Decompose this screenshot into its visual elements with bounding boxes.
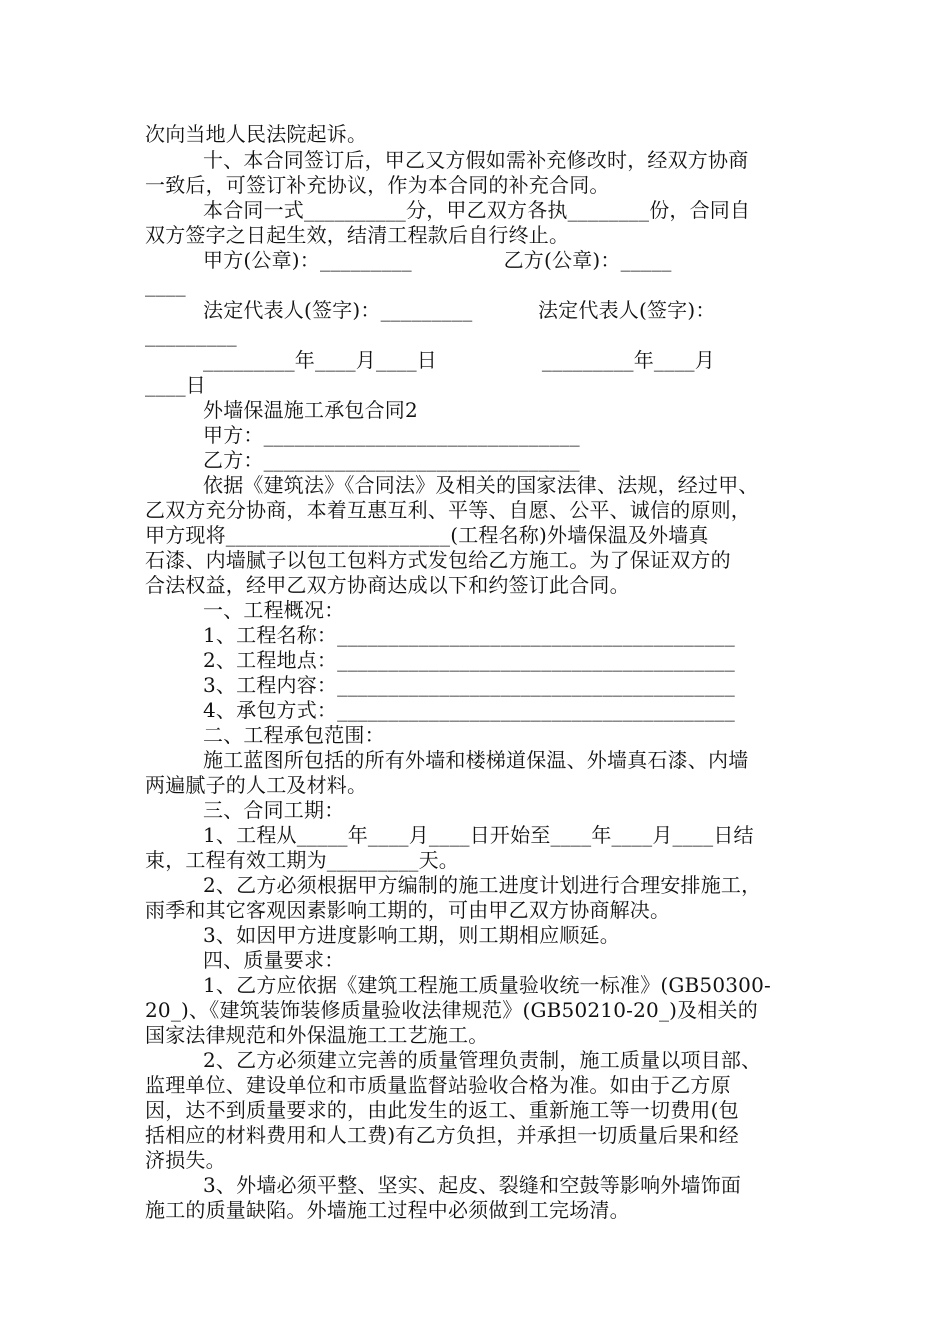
text-line: 20_)、《建筑装饰装修质量验收法律规范》(GB50210-20_)及相关的	[145, 998, 758, 1022]
text-line: 括相应的材料费用和人工费)有乙方负担，并承担一切质量后果和经	[145, 1123, 739, 1147]
text-line: 2、乙方必须建立完善的质量管理负责制，施工质量以项目部、	[203, 1048, 762, 1072]
text-line: ____	[145, 273, 186, 297]
text-line: 二、工程承包范围：	[203, 723, 385, 747]
text-line: 甲方现将______________________(工程名称)外墙保温及外墙真	[145, 523, 709, 547]
text-line: 双方签字之日起生效，结清工程款后自行终止。	[145, 223, 570, 247]
text-line: 施工的质量缺陷。外墙施工过程中必须做到工完场清。	[145, 1198, 630, 1222]
text-line: 济损失。	[145, 1148, 226, 1172]
text-line: 3、如因甲方进度影响工期，则工期相应顺延。	[203, 923, 620, 947]
section-title: 外墙保温施工承包合同2	[203, 398, 418, 422]
text-line: 乙方：_______________________________	[203, 448, 580, 472]
text-line: 本合同一式__________分，甲乙双方各执________份，合同自	[203, 198, 751, 222]
text-line: 施工蓝图所包括的所有外墙和楼梯道保温、外墙真石漆、内墙	[203, 748, 749, 772]
text-line: 甲方：_______________________________	[203, 423, 580, 447]
text-line: 雨季和其它客观因素影响工期的，可由甲乙双方协商解决。	[145, 898, 671, 922]
text-line: 2、工程地点：_______________________________________	[203, 648, 735, 672]
text-line: 次向当地人民法院起诉。	[145, 122, 368, 146]
text-line: 石漆、内墙腻子以包工包料方式发包给乙方施工。为了保证双方的	[145, 548, 731, 572]
text-line: 因，达不到质量要求的，由此发生的返工、重新施工等一切费用(包	[145, 1098, 739, 1122]
text-line: 两遍腻子的人工及材料。	[145, 773, 368, 797]
text-line: 依据《建筑法》《合同法》及相关的国家法律、法规，经过甲、	[203, 473, 759, 497]
text-line: 国家法律规范和外保温施工工艺施工。	[145, 1023, 489, 1047]
text-line: 1、工程名称：_______________________________________	[203, 623, 735, 647]
text-line: 1、乙方应依据《建筑工程施工质量验收统一标准》(GB50300-	[203, 973, 771, 997]
text-line: 一、工程概况：	[203, 598, 345, 622]
text-line: 一致后，可签订补充协议，作为本合同的补充合同。	[145, 173, 610, 197]
text-line: 十、本合同签订后，甲乙又方假如需补充修改时，经双方协商	[203, 148, 749, 172]
text-line: _________年____月____日 _________年____月	[203, 348, 715, 372]
text-line: 1、工程从_____年____月____日开始至____年____月____日结	[203, 823, 754, 847]
text-line: _________	[145, 323, 237, 347]
text-line: 乙双方充分协商，本着互惠互利、平等、自愿、公平、诚信的原则，	[145, 498, 751, 522]
text-line: 2、乙方必须根据甲方编制的施工进度计划进行合理安排施工，	[203, 873, 762, 897]
text-line: ____日	[145, 373, 206, 397]
text-line: 法定代表人(签字)：_________ 法定代表人(签字)：	[203, 298, 716, 322]
text-line: 3、外墙必须平整、坚实、起皮、裂缝和空鼓等影响外墙饰面	[203, 1173, 742, 1197]
text-line: 合法权益，经甲乙双方协商达成以下和约签订此合同。	[145, 573, 630, 597]
text-line: 甲方(公章)：_________ 乙方(公章)：_____	[203, 248, 672, 272]
text-line: 监理单位、建设单位和市质量监督站验收合格为准。如由于乙方原	[145, 1073, 731, 1097]
text-line: 三、合同工期：	[203, 798, 345, 822]
text-line: 四、质量要求：	[203, 948, 345, 972]
text-line: 3、工程内容：_______________________________________	[203, 673, 735, 697]
text-line: 4、承包方式：_______________________________________	[203, 698, 735, 722]
text-line: 束，工程有效工期为_________天。	[145, 848, 459, 872]
